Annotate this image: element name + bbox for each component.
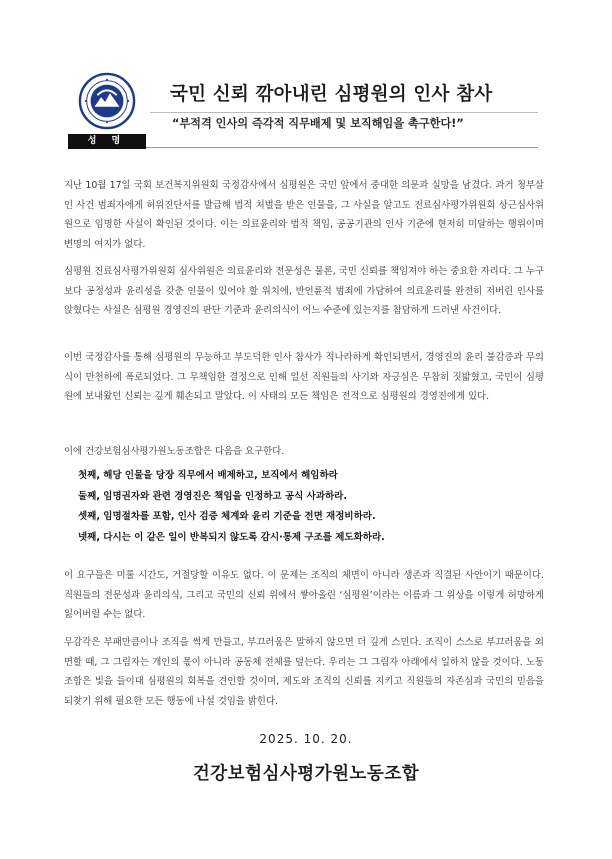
- issuing-organization: 건강보험심사평가원노동조합: [192, 764, 420, 784]
- demand-item-1: 첫째, 해당 인물을 당장 직무에서 배제하고, 보직에서 해임하라: [78, 470, 338, 481]
- paragraph-1: 지난 10월 17일 국회 보건복지위원회 국정감사에서 심평원은 국민 앞에서 중대한 의문과 실망을 남겼다. 과거 청부살인 사건 범죄자에게 허위진단서를 발급해 법적 처벌을 받은 인물을, 그 사실을 알고도 진료심사평가위원회 상근심사위원으로 임명한 사실이 확인된 것이다. 이는 의료윤리와 법적 책임, 공공기관의 인사 기준에 현저히 미달하는 행위이며 변명의 여지가 없다.: [64, 180, 544, 250]
- paragraph-3: 이번 국정감사를 통해 심평원의 무능하고 부도덕한 인사 참사가 적나라하게 확인되면서, 경영진의 윤리 불감증과 무의식이 만천하에 폭로되었다. 그 무책임한 결정으로 인해 일선 직원들의 사기와 자긍심은 무참히 짓밟혔고, 국민이 심평원에 보내왔던 신뢰는 깊게 훼손되고 말았다. 이 사태의 모든 책임은 전적으로 심평원의 경영진에게 있다.: [64, 352, 544, 402]
- demands-list: [78, 466, 548, 548]
- statement-date: 2025. 10. 20.: [259, 732, 353, 746]
- demand-item-4: 넷째, 다시는 이 같은 일이 반복되지 않도록 감시·통제 구조를 제도화하라.: [78, 531, 385, 543]
- union-emblem-icon: [78, 72, 136, 130]
- title-box: [150, 79, 538, 113]
- page-subtitle: “부적격 인사의 즉각적 직무배제 및 보직해임을 촉구한다!”: [172, 117, 464, 130]
- paragraph-4-demand-intro: 이에 건강보험심사평가원노동조합은 다음을 요구한다.: [64, 446, 285, 457]
- page-title: 국민 신뢰 깎아내린 심평원의 인사 참사: [170, 84, 493, 105]
- statement-badge: 성 명: [68, 134, 146, 149]
- demand-item-3: 셋째, 임명절차를 포함, 인사 검증 체계와 윤리 기준을 전면 재정비하라.: [78, 511, 376, 522]
- paragraph-5: 이 요구들은 미룰 시간도, 거절당할 이유도 없다. 이 문제는 조직의 체면이 아니라 생존과 직결된 사안이기 때문이다. 직원들의 전문성과 윤리의식, 그리고 국민의 신뢰 위에서 쌓아올린 ‘심평원’이라는 이름과 그 위상을 이렇게 허망하게 잃어버릴 수는 없다.: [64, 570, 544, 620]
- demand-item-2: 둘째, 임명권자와 관련 경영진은 책임을 인정하고 공식 사과하라.: [78, 490, 347, 502]
- header-divider: [146, 147, 538, 148]
- paragraph-2: 심평원 진료심사평가위원회 심사위원은 의료윤리와 전문성은 물론, 국민 신뢰를 책임져야 하는 중요한 자리다. 그 누구보다 공정성과 윤리성을 갖춘 인물이 있어야 할 위치에, 반인륜적 범죄에 가담하여 의료윤리를 완전히 저버린 인사를 앉혔다는 사실은 심평원 경영진의 판단 기준과 윤리의식이 어느 수준에 있는지를 참담하게 드러낸 사건이다.: [64, 266, 544, 316]
- paragraph-6: 무감각은 부패만큼이나 조직을 썩게 만들고, 부끄러움은 말하지 않으면 더 깊게 스민다. 조직이 스스로 부끄러움을 외면할 때, 그 그림자는 개인의 몫이 아니라 공동체 전체를 덮는다. 우리는 그 그림자 아래에서 일하지 않을 것이다. 노동조합은 빛을 들이대 심평원의 회복을 견인할 것이며, 제도와 조직의 신뢰를 지키고 직원들의 자존심과 국민의 믿음을 되찾기 위해 필요한 모든 행동에 나설 것임을 밝힌다.: [64, 637, 544, 707]
